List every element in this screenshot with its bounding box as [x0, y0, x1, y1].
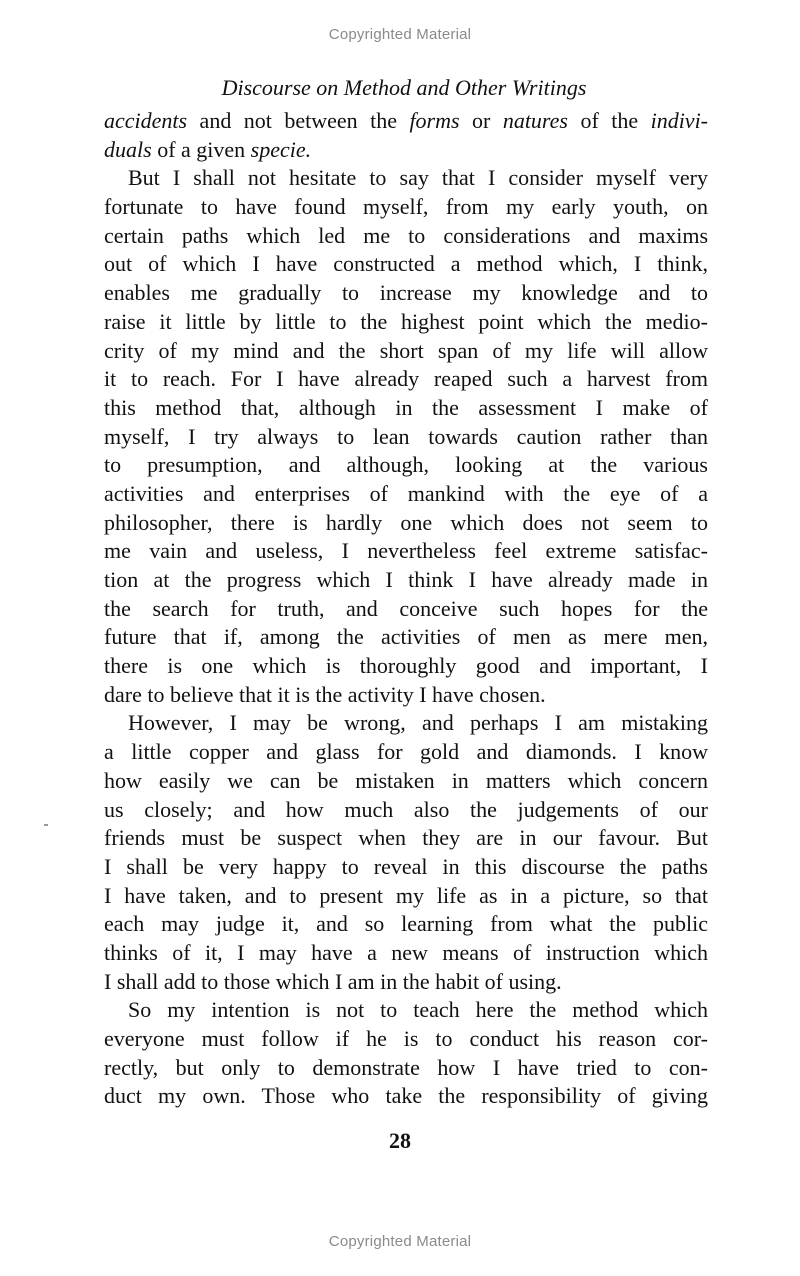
text-segment: rectly, but only to demonstrate how I have tried to con- — [104, 1054, 708, 1080]
text-line — [104, 709, 708, 738]
text-segment: enables me gradually to increase my knowledge and to — [104, 280, 708, 306]
text-segment: this method that, although in the assessment I make of — [104, 394, 708, 420]
italic-term: specie. — [250, 136, 312, 162]
text-segment: how easily we can be mistaken in matters which concern — [104, 767, 708, 793]
text-line — [104, 652, 708, 681]
text-line — [104, 681, 708, 710]
text-segment: of the — [568, 108, 651, 133]
text-segment: to presumption, and although, looking at the various — [104, 452, 708, 478]
text-segment: dare to believe that it is the activity I have chosen. — [104, 681, 546, 707]
text-segment: there is one which is thoroughly good and important, I — [104, 653, 708, 679]
text-segment: thinks of it, I may have a new means of instruction which — [104, 939, 708, 965]
text-segment: I shall be very happy to reveal in this discourse the paths — [104, 853, 708, 879]
text-line — [104, 1082, 708, 1111]
text-line — [104, 337, 708, 366]
text-line — [104, 480, 708, 509]
text-line — [104, 107, 708, 136]
text-line — [104, 164, 708, 193]
text-line — [104, 623, 708, 652]
text-segment: or — [459, 108, 503, 133]
text-segment: of a given — [151, 136, 251, 162]
margin-mark — [44, 824, 48, 826]
italic-term: duals — [104, 136, 152, 162]
text-segment: duct my own. Those who take the responsibility of giving — [104, 1083, 708, 1109]
text-line — [104, 910, 708, 939]
text-line — [104, 451, 708, 480]
text-line — [104, 136, 708, 165]
text-line — [104, 853, 708, 882]
text-line — [104, 365, 708, 394]
text-line — [104, 394, 708, 423]
italic-term: natures — [502, 108, 568, 133]
text-line — [104, 537, 708, 566]
text-segment: However, I may be wrong, and perhaps I am mistaking — [128, 710, 708, 736]
text-segment: it to reach. For I have already reaped such a harvest from — [104, 366, 708, 392]
text-segment: me vain and useless, I nevertheless feel extreme satisfac- — [104, 538, 708, 564]
text-line — [104, 1025, 708, 1054]
text-line — [104, 767, 708, 796]
text-segment: each may judge it, and so learning from what the public — [104, 911, 708, 937]
italic-term: indivi- — [650, 108, 709, 133]
text-segment: future that if, among the activities of men as mere men, — [104, 624, 708, 650]
text-line — [104, 939, 708, 968]
text-line — [104, 250, 708, 279]
text-line — [104, 968, 708, 997]
text-segment: us closely; and how much also the judgements of our — [104, 796, 708, 822]
text-line — [104, 824, 708, 853]
text-line — [104, 595, 708, 624]
text-segment: myself, I try always to lean towards caution rather than — [104, 423, 708, 449]
text-line — [104, 308, 708, 337]
text-segment: the search for truth, and conceive such hopes for the — [104, 595, 708, 621]
italic-term: forms — [409, 108, 460, 133]
text-segment: out of which I have constructed a method which, I think, — [104, 251, 708, 277]
text-line — [104, 1054, 708, 1083]
text-line — [104, 193, 708, 222]
text-segment: philosopher, there is hardly one which does not seem to — [104, 509, 708, 535]
text-line — [104, 882, 708, 911]
text-segment: everyone must follow if he is to conduct his reason cor- — [104, 1026, 708, 1051]
text-line — [104, 279, 708, 308]
text-line — [104, 509, 708, 538]
text-segment: and not between the — [187, 108, 410, 133]
text-line — [104, 738, 708, 767]
page-number: 28 — [389, 1128, 411, 1153]
text-line — [104, 996, 708, 1025]
text-line — [104, 796, 708, 825]
text-segment: certain paths which led me to considerations and maxims — [104, 222, 708, 248]
text-line — [104, 566, 708, 595]
copyright-watermark-bottom: Copyrighted Material — [328, 1233, 472, 1250]
copyright-watermark-top: Copyrighted Material — [328, 26, 472, 43]
text-line — [104, 423, 708, 452]
running-head: Discourse on Method and Other Writings — [221, 75, 587, 100]
text-segment: I shall add to those which I am in the habit of using. — [104, 968, 562, 994]
text-segment: a little copper and glass for gold and diamonds. I know — [104, 739, 708, 765]
text-segment: fortunate to have found myself, from my early youth, on — [104, 194, 708, 220]
text-segment: activities and enterprises of mankind with the eye of a — [104, 480, 708, 506]
italic-term: accidents — [104, 108, 188, 133]
text-segment: So my intention is not to teach here the method which — [128, 997, 708, 1023]
text-segment: raise it little by little to the highest point which the medio- — [104, 308, 708, 334]
text-segment: tion at the progress which I think I have already made in — [104, 567, 708, 592]
text-segment: But I shall not hesitate to say that I consider myself very — [128, 165, 708, 191]
text-line — [104, 222, 708, 251]
text-segment: friends must be suspect when they are in our favour. But — [104, 825, 708, 851]
text-segment: crity of my mind and the short span of my life will allow — [104, 337, 708, 363]
body-text — [104, 107, 708, 1111]
text-segment: I have taken, and to present my life as in a picture, so that — [104, 882, 708, 908]
